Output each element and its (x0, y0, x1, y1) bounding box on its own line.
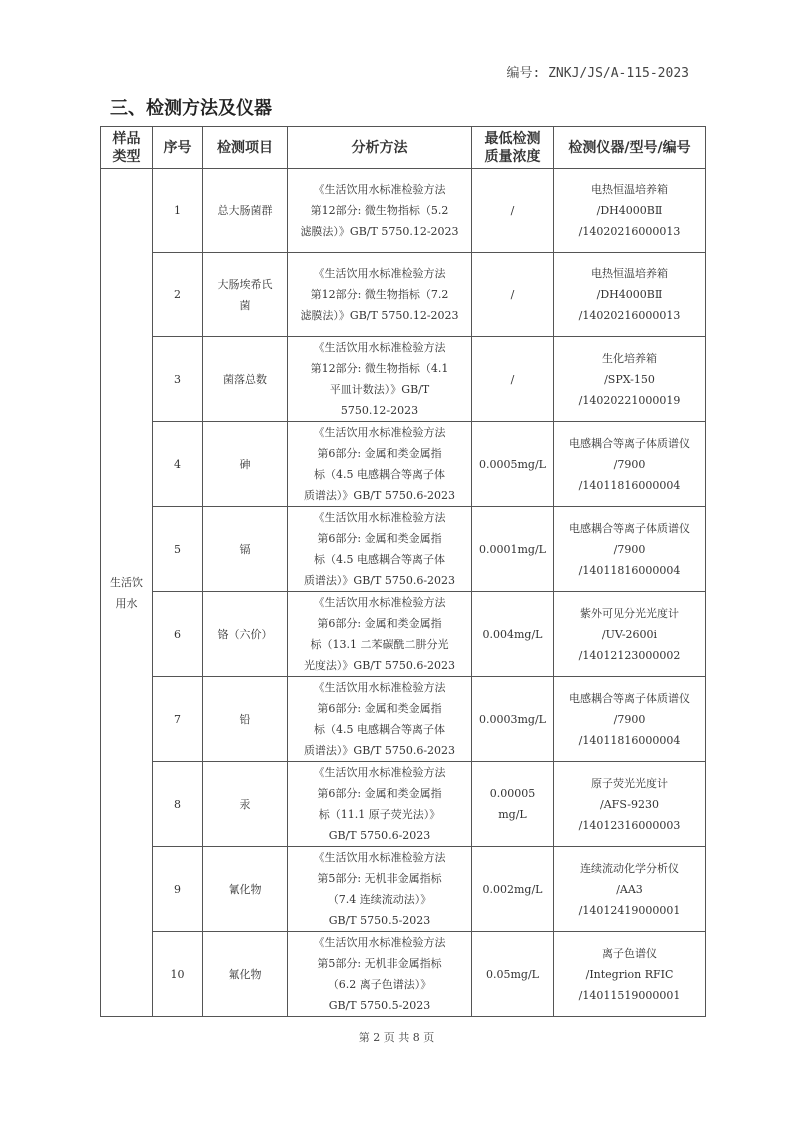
table-row (101, 592, 706, 677)
method-cell: 《生活饮用水标准检验方法 第6部分: 金属和类金属指 标（4.5 电感耦合等离子体 质谱法）》GB/T 5750.6-2023 (288, 507, 472, 592)
min-conc-cell: / (472, 337, 554, 422)
instrument-cell: 电热恒温培养箱 /DH4000BⅡ /14020216000013 (554, 253, 706, 337)
sample-type-cell: 生活饮 用水 (101, 169, 153, 1017)
header-method: 分析方法 (288, 127, 472, 169)
document-number: 编号: ZNKJ/JS/A-115-2023 (506, 66, 689, 81)
item-cell: 汞 (203, 762, 288, 847)
seq-cell: 5 (153, 507, 203, 592)
table-row (101, 169, 706, 253)
table-row (101, 762, 706, 847)
seq-cell: 2 (153, 253, 203, 337)
table-row (101, 847, 706, 932)
item-cell: 铅 (203, 677, 288, 762)
min-conc-cell: 0.05mg/L (472, 932, 554, 1017)
item-cell: 氰化物 (203, 847, 288, 932)
instrument-cell: 原子荧光光度计 /AFS-9230 /14012316000003 (554, 762, 706, 847)
table-row (101, 677, 706, 762)
seq-cell: 3 (153, 337, 203, 422)
table-row (101, 422, 706, 507)
seq-cell: 1 (153, 169, 203, 253)
instrument-cell: 电感耦合等离子体质谱仪 /7900 /14011816000004 (554, 507, 706, 592)
header-instrument: 检测仪器/型号/编号 (554, 127, 706, 169)
item-cell: 铬（六价） (203, 592, 288, 677)
min-conc-cell: 0.002mg/L (472, 847, 554, 932)
method-cell: 《生活饮用水标准检验方法 第6部分: 金属和类金属指 标（13.1 二苯碳酰二肼分光 光度法）》GB/T 5750.6-2023 (288, 592, 472, 677)
table-header-row (101, 127, 706, 169)
seq-cell: 6 (153, 592, 203, 677)
instrument-cell: 离子色谱仪 /Integrion RFIC /14011519000001 (554, 932, 706, 1017)
seq-cell: 8 (153, 762, 203, 847)
seq-cell: 7 (153, 677, 203, 762)
instrument-cell: 电感耦合等离子体质谱仪 /7900 /14011816000004 (554, 422, 706, 507)
instrument-cell: 生化培养箱 /SPX-150 /14020221000019 (554, 337, 706, 422)
seq-cell: 10 (153, 932, 203, 1017)
seq-cell: 9 (153, 847, 203, 932)
method-cell: 《生活饮用水标准检验方法 第5部分: 无机非金属指标 （6.2 离子色谱法）》 GB/T 5750.5-2023 (288, 932, 472, 1017)
min-conc-cell: 0.004mg/L (472, 592, 554, 677)
header-min-conc: 最低检测 质量浓度 (472, 127, 554, 169)
item-cell: 总大肠菌群 (203, 169, 288, 253)
instrument-cell: 连续流动化学分析仪 /AA3 /14012419000001 (554, 847, 706, 932)
table-row (101, 932, 706, 1017)
header-sample-type: 样品 类型 (101, 127, 153, 169)
table-row (101, 507, 706, 592)
page-footer: 第 2 页 共 8 页 (358, 1031, 435, 1044)
methods-table (100, 126, 706, 1017)
item-cell: 砷 (203, 422, 288, 507)
instrument-cell: 电热恒温培养箱 /DH4000BⅡ /14020216000013 (554, 169, 706, 253)
header-item: 检测项目 (203, 127, 288, 169)
table-row (101, 337, 706, 422)
table-body (101, 169, 706, 1017)
item-cell: 大肠埃希氏 菌 (203, 253, 288, 337)
instrument-cell: 紫外可见分光光度计 /UV-2600i /14012123000002 (554, 592, 706, 677)
method-cell: 《生活饮用水标准检验方法 第12部分: 微生物指标（5.2 滤膜法）》GB/T 5750.12-2023 (288, 169, 472, 253)
item-cell: 菌落总数 (203, 337, 288, 422)
min-conc-cell: / (472, 169, 554, 253)
method-cell: 《生活饮用水标准检验方法 第5部分: 无机非金属指标 （7.4 连续流动法）》 GB/T 5750.5-2023 (288, 847, 472, 932)
min-conc-cell: 0.00005 mg/L (472, 762, 554, 847)
method-cell: 《生活饮用水标准检验方法 第6部分: 金属和类金属指 标（11.1 原子荧光法）》 GB/T 5750.6-2023 (288, 762, 472, 847)
min-conc-cell: 0.0003mg/L (472, 677, 554, 762)
seq-cell: 4 (153, 422, 203, 507)
instrument-cell: 电感耦合等离子体质谱仪 /7900 /14011816000004 (554, 677, 706, 762)
method-cell: 《生活饮用水标准检验方法 第12部分: 微生物指标（7.2 滤膜法）》GB/T 5750.12-2023 (288, 253, 472, 337)
method-cell: 《生活饮用水标准检验方法 第6部分: 金属和类金属指 标（4.5 电感耦合等离子体 质谱法）》GB/T 5750.6-2023 (288, 677, 472, 762)
method-cell: 《生活饮用水标准检验方法 第12部分: 微生物指标（4.1 平皿计数法）》GB/T 5750.12-2023 (288, 337, 472, 422)
header-seq: 序号 (153, 127, 203, 169)
item-cell: 氟化物 (203, 932, 288, 1017)
min-conc-cell: 0.0005mg/L (472, 422, 554, 507)
section-title: 三、检测方法及仪器 (110, 98, 272, 119)
item-cell: 镉 (203, 507, 288, 592)
table-row (101, 253, 706, 337)
min-conc-cell: 0.0001mg/L (472, 507, 554, 592)
method-cell: 《生活饮用水标准检验方法 第6部分: 金属和类金属指 标（4.5 电感耦合等离子体 质谱法）》GB/T 5750.6-2023 (288, 422, 472, 507)
min-conc-cell: / (472, 253, 554, 337)
